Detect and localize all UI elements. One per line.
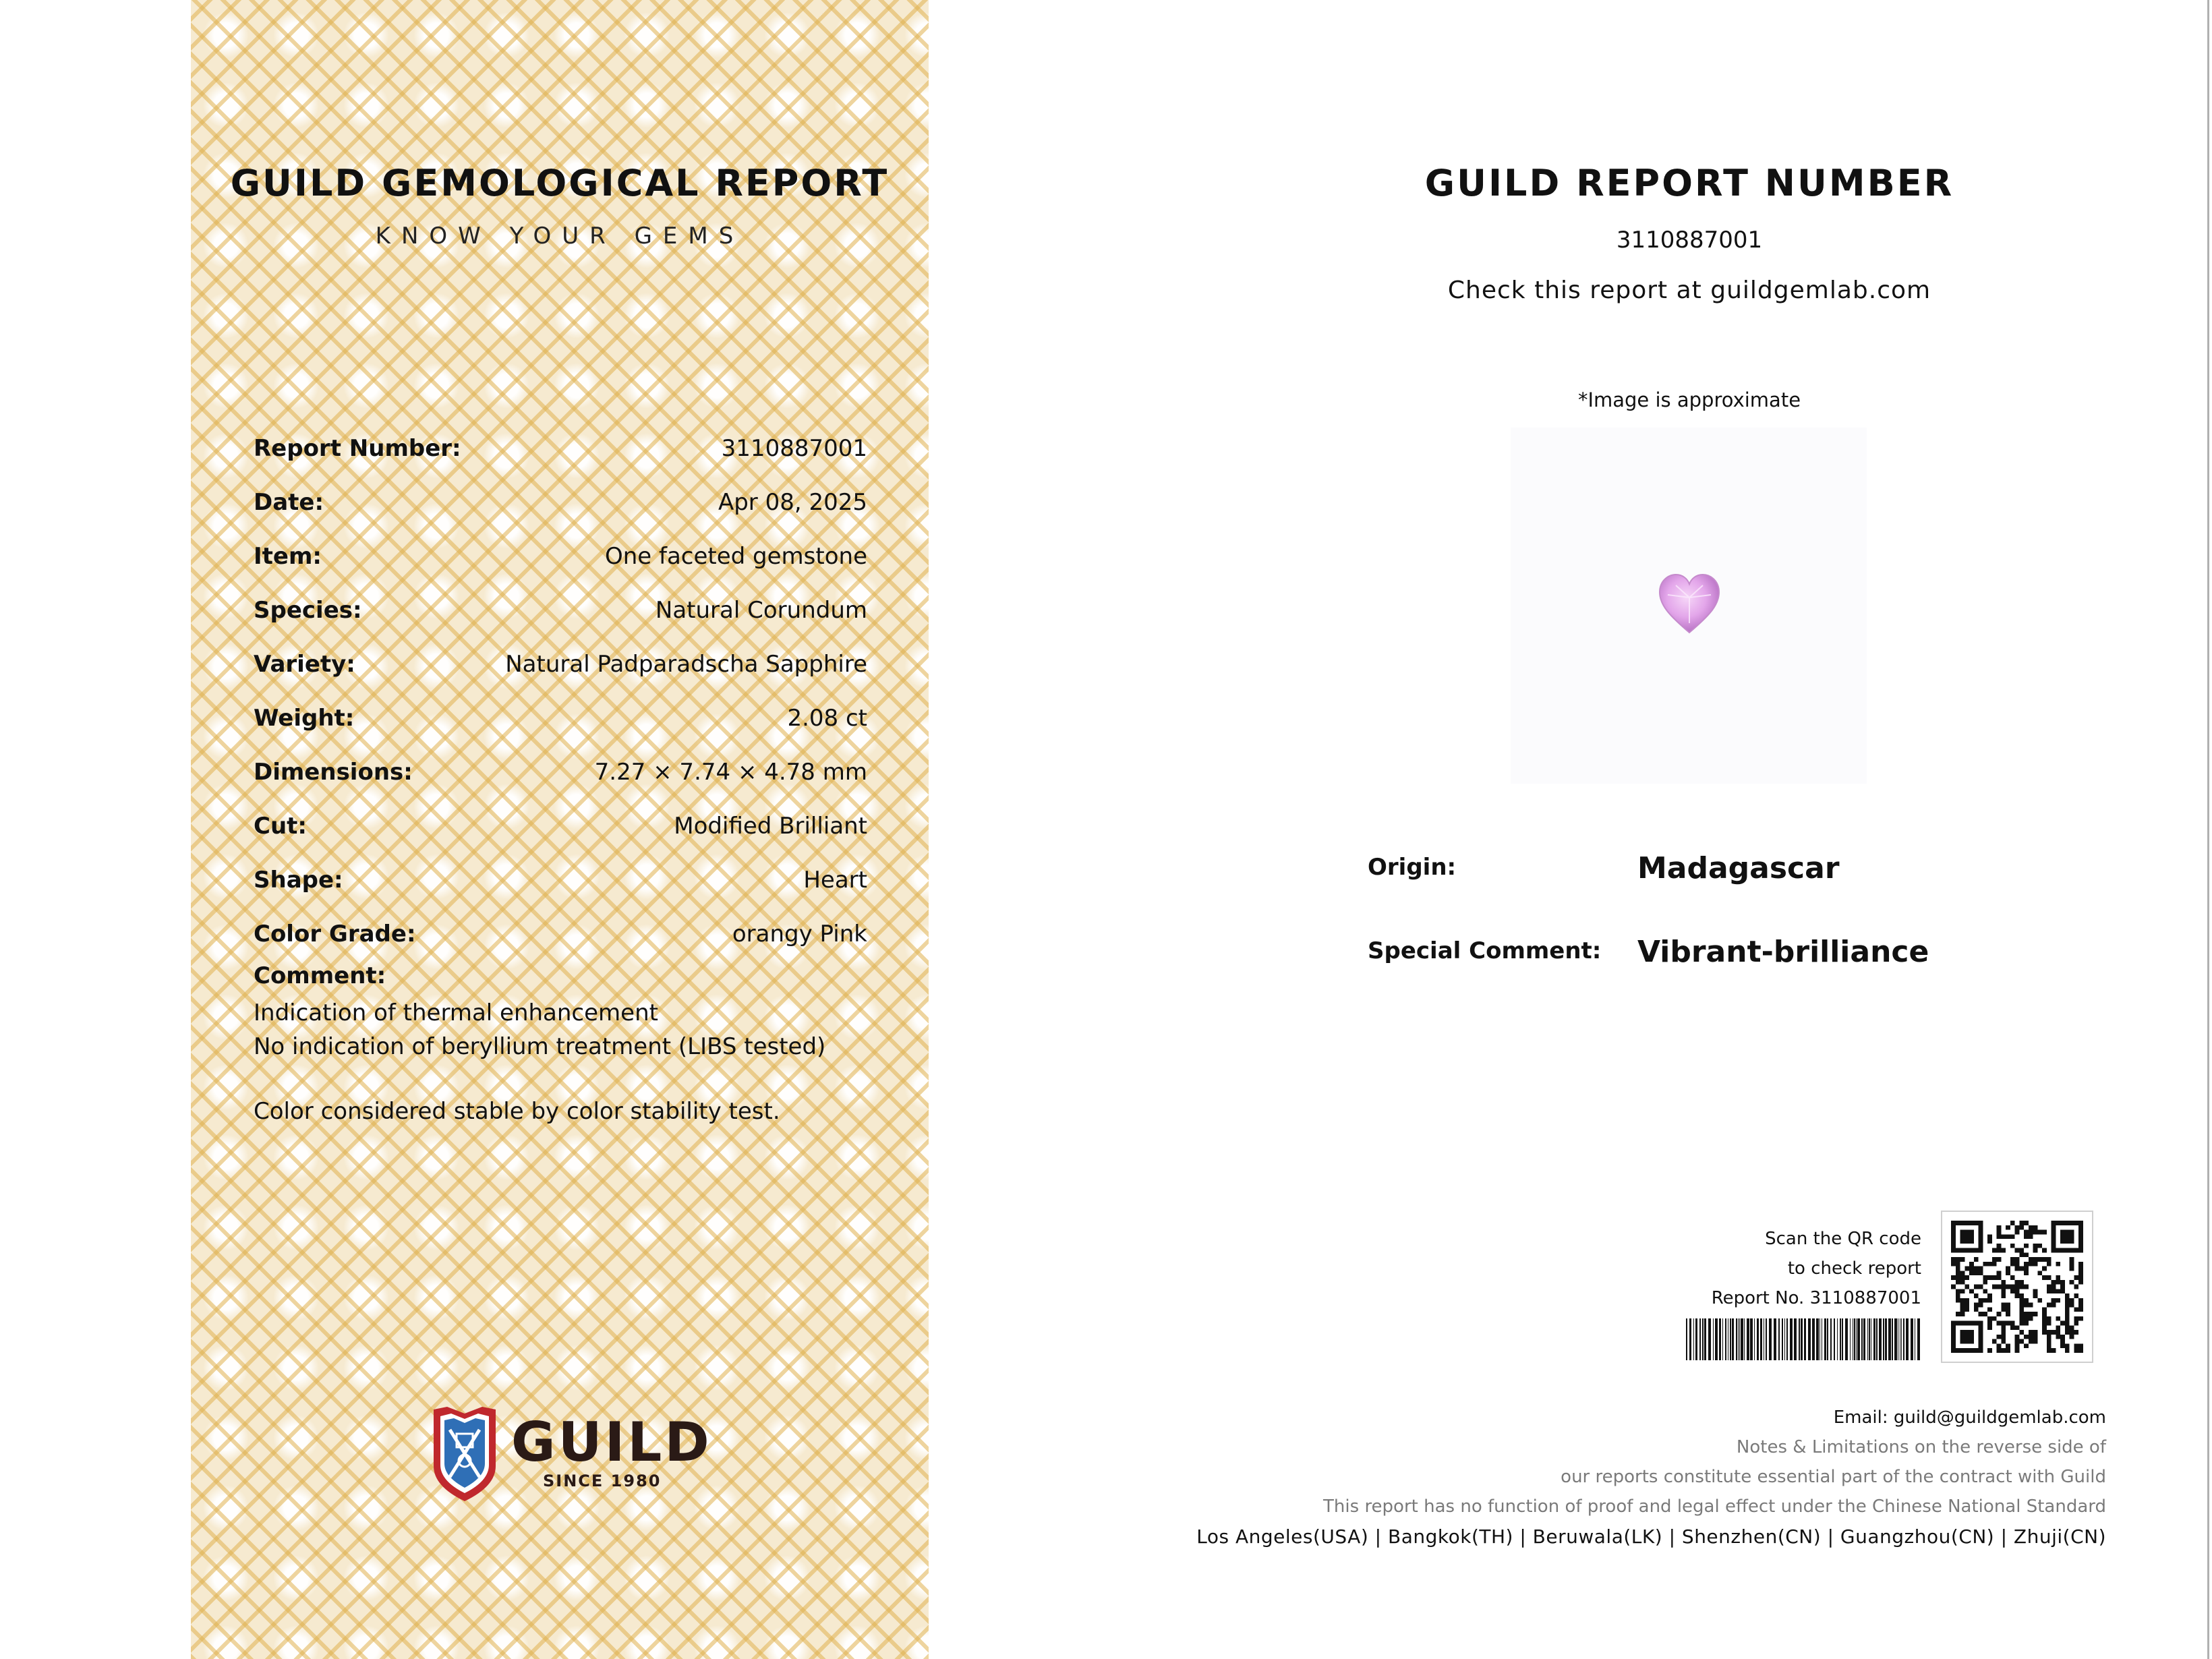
field-row-dimensions: [254, 745, 867, 799]
field-label: Shape:: [254, 867, 343, 894]
special-comment-label: Special Comment:: [1368, 937, 1602, 964]
special-comment-value: Vibrant-brilliance: [1637, 935, 1929, 969]
field-row-shape: [254, 853, 867, 907]
image-note: *Image is approximate: [1577, 388, 1801, 411]
qr-instruction-line1: Scan the QR code: [1765, 1229, 1921, 1249]
field-label: Report Number:: [254, 435, 461, 462]
footer-note3: This report has no function of proof and legal effect under the Chinese National Standard: [1323, 1496, 2106, 1517]
field-value: Heart: [803, 867, 867, 894]
field-label: Color Grade:: [254, 921, 416, 948]
field-label: Cut:: [254, 813, 308, 840]
report-number-title: GUILD REPORT NUMBER: [1424, 162, 1954, 204]
guild-logo: [427, 1404, 712, 1505]
field-label: Species:: [254, 597, 362, 624]
origin-label: Origin:: [1368, 854, 1457, 881]
gem-image: [1656, 571, 1723, 638]
field-row-color-grade: [254, 907, 867, 961]
report-number: 3110887001: [1616, 227, 1763, 254]
field-label: Variety:: [254, 651, 355, 678]
field-value: 3110887001: [721, 435, 867, 462]
field-label: Item:: [254, 543, 322, 570]
field-label: Date:: [254, 489, 324, 516]
report-fields: [254, 421, 867, 1128]
check-report-link[interactable]: Check this report at guildgemlab.com: [1447, 276, 1931, 304]
origin-value: Madagascar: [1637, 851, 1840, 885]
field-row-date: [254, 475, 867, 529]
field-row-weight: [254, 691, 867, 745]
field-row-variety: [254, 637, 867, 691]
field-value: 2.08 ct: [787, 705, 867, 732]
field-value: orangy Pink: [732, 921, 867, 948]
qr-report-number: Report No. 3110887001: [1711, 1288, 1921, 1308]
logo-wordmark: GUILD: [511, 1411, 712, 1474]
report-left-panel: [191, 0, 929, 1659]
field-row-item: [254, 529, 867, 583]
gem-image-frame: [1511, 428, 1867, 784]
field-value: 7.27 × 7.74 × 4.78 mm: [594, 759, 867, 786]
comment-line: Color considered stable by color stability test.: [254, 1098, 780, 1125]
shield-crest-icon: [427, 1404, 502, 1505]
footer-note1: Notes & Limitations on the reverse side of: [1736, 1437, 2106, 1457]
field-value: Natural Padparadscha Sapphire: [505, 651, 867, 678]
field-value: Apr 08, 2025: [718, 489, 867, 516]
qr-code-frame[interactable]: [1941, 1211, 2093, 1363]
field-value: Modified Brilliant: [674, 813, 867, 840]
field-row-report-number: [254, 421, 867, 475]
field-row-species: [254, 583, 867, 637]
field-label: Dimensions:: [254, 759, 413, 786]
field-value: One faceted gemstone: [604, 543, 867, 570]
comment-line: No indication of beryllium treatment (LIBS tested): [254, 1033, 826, 1060]
page-edge-divider: [2207, 0, 2209, 1659]
footer-note2: our reports constitute essential part of the contract with Guild: [1561, 1467, 2106, 1487]
barcode-icon: [1686, 1318, 1921, 1360]
footer-email[interactable]: Email: guild@guildgemlab.com: [1833, 1407, 2106, 1428]
field-row-cut: [254, 799, 867, 853]
comment-label: Comment:: [254, 962, 386, 989]
qr-instruction-line2: to check report: [1787, 1258, 1921, 1279]
field-value: Natural Corundum: [655, 597, 867, 624]
field-label: Weight:: [254, 705, 355, 732]
footer-locations: Los Angeles(USA) | Bangkok(TH) | Beruwala(LK) | Shenzhen(CN) | Guangzhou(CN) | Zhuji(CN): [1196, 1525, 2106, 1548]
comment-line: Indication of thermal enhancement: [254, 999, 658, 1026]
logo-since: SINCE 1980: [543, 1472, 662, 1490]
qr-code-icon[interactable]: [1951, 1221, 2083, 1353]
report-tagline: KNOW YOUR GEMS: [375, 223, 745, 250]
report-title: GUILD GEMOLOGICAL REPORT: [230, 162, 890, 204]
